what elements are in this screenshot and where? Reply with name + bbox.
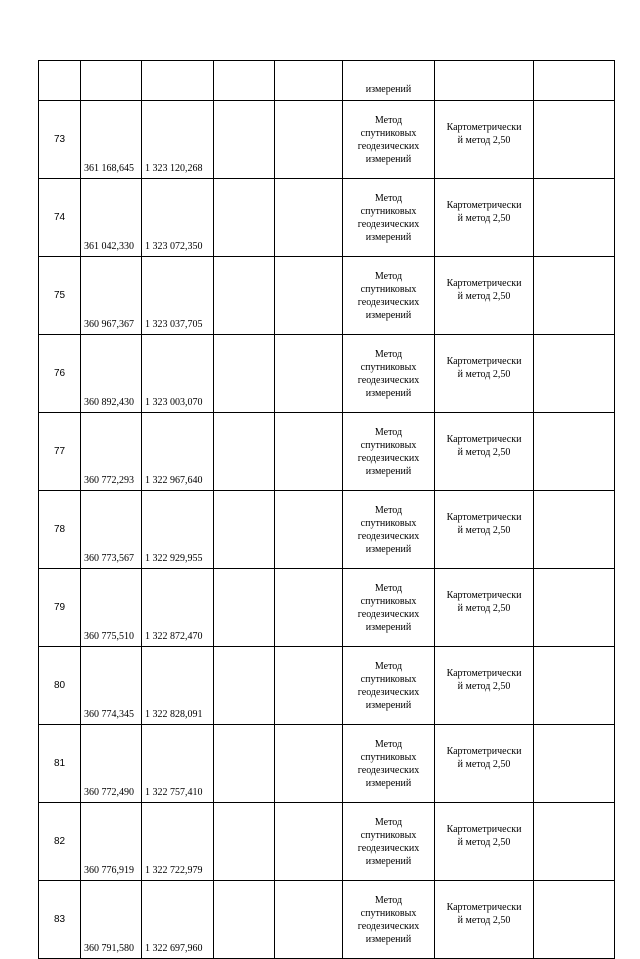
- cell-text-line: измерений: [365, 933, 412, 945]
- cell-text-line: измерений: [365, 699, 412, 711]
- cell-method: [343, 413, 435, 491]
- cell-accuracy: [435, 569, 534, 647]
- cell-num: 75: [39, 257, 81, 335]
- cell-text-line: Картометрически: [446, 199, 522, 211]
- cell-empty: [214, 101, 275, 179]
- table-row: [39, 101, 615, 179]
- cell-empty: [214, 179, 275, 257]
- cell-x: 360 774,345: [81, 647, 142, 725]
- table-row: [39, 335, 615, 413]
- cell-accuracy: [435, 881, 534, 959]
- cell-text-line: геодезических: [357, 452, 420, 464]
- table-row: [39, 725, 615, 803]
- cell-text-line: измерений: [365, 465, 412, 477]
- cell-text-line: спутниковых: [360, 595, 417, 607]
- cell-empty: [275, 725, 343, 803]
- cell-method: [343, 569, 435, 647]
- cell-x: 360 967,367: [81, 257, 142, 335]
- cell-text-line: геодезических: [357, 374, 420, 386]
- cell-accuracy: [435, 803, 534, 881]
- cell-accuracy: [435, 257, 534, 335]
- cell-method: [343, 257, 435, 335]
- cell-text-line: Картометрически: [446, 433, 522, 445]
- cell-text-line: спутниковых: [360, 283, 417, 295]
- cell-text-line: й метод 2,50: [457, 602, 511, 614]
- cell-empty: [534, 179, 615, 257]
- cell-empty: [275, 101, 343, 179]
- cell-method: [343, 725, 435, 803]
- cell-method: [343, 647, 435, 725]
- cell-text-line: спутниковых: [360, 205, 417, 217]
- cell-method: [343, 881, 435, 959]
- cell-text-line: Метод: [374, 660, 403, 672]
- cell-accuracy: [435, 61, 534, 101]
- cell-text-line: й метод 2,50: [457, 134, 511, 146]
- cell-empty: [214, 647, 275, 725]
- table-row: [39, 881, 615, 959]
- table-row: [39, 569, 615, 647]
- cell-y: 1 322 872,470: [142, 569, 214, 647]
- cell-empty: [275, 803, 343, 881]
- cell-accuracy: [435, 101, 534, 179]
- cell-text-line: геодезических: [357, 608, 420, 620]
- cell-x: 360 772,490: [81, 725, 142, 803]
- cell-text-line: спутниковых: [360, 127, 417, 139]
- cell-text-line: геодезических: [357, 686, 420, 698]
- cell-x: 360 892,430: [81, 335, 142, 413]
- cell-empty: [534, 61, 615, 101]
- cell-text-line: Картометрически: [446, 589, 522, 601]
- table-row-continuation: [39, 61, 615, 101]
- cell-empty: [534, 725, 615, 803]
- cell-y: 1 322 828,091: [142, 647, 214, 725]
- cell-x: 360 775,510: [81, 569, 142, 647]
- cell-y: 1 322 967,640: [142, 413, 214, 491]
- cell-num: 81: [39, 725, 81, 803]
- cell-accuracy: [435, 413, 534, 491]
- cell-y: 1 322 697,960: [142, 881, 214, 959]
- cell-empty: [275, 61, 343, 101]
- cell-text-line: Метод: [374, 192, 403, 204]
- cell-text-line: измерений: [365, 153, 412, 165]
- table-row: [39, 257, 615, 335]
- table-row: [39, 413, 615, 491]
- cell-empty: [534, 257, 615, 335]
- cell-y: 1 322 929,955: [142, 491, 214, 569]
- cell-accuracy: [435, 335, 534, 413]
- cell-empty: [275, 335, 343, 413]
- cell-x: 360 772,293: [81, 413, 142, 491]
- table-row: [39, 491, 615, 569]
- cell-text-line: геодезических: [357, 920, 420, 932]
- cell-method: [343, 803, 435, 881]
- cell-text-line: й метод 2,50: [457, 914, 511, 926]
- cell-method: [343, 491, 435, 569]
- cell-text-line: измерений: [365, 387, 412, 399]
- cell-text-line: измерений: [365, 543, 412, 555]
- cell-text-line: геодезических: [357, 842, 420, 854]
- cell-text-line: спутниковых: [360, 517, 417, 529]
- cell-empty: [534, 647, 615, 725]
- cell-text-line: спутниковых: [360, 361, 417, 373]
- cell-text-line: Метод: [374, 504, 403, 516]
- cell-empty: [534, 569, 615, 647]
- cell-text-line: спутниковых: [360, 829, 417, 841]
- cell-method: измерений: [343, 61, 435, 101]
- cell-text-line: геодезических: [357, 530, 420, 542]
- table-row: [39, 647, 615, 725]
- cell-empty: [534, 101, 615, 179]
- cell-y: 1 322 757,410: [142, 725, 214, 803]
- cell-text-line: спутниковых: [360, 439, 417, 451]
- cell-x: [81, 61, 142, 101]
- cell-x: 360 773,567: [81, 491, 142, 569]
- table-row: [39, 803, 615, 881]
- cell-method: [343, 101, 435, 179]
- cell-num: 78: [39, 491, 81, 569]
- cell-y: 1 323 037,705: [142, 257, 214, 335]
- cell-text-line: Метод: [374, 270, 403, 282]
- cell-text-line: спутниковых: [360, 751, 417, 763]
- cell-accuracy: [435, 647, 534, 725]
- cell-y: [142, 61, 214, 101]
- cell-text-line: й метод 2,50: [457, 524, 511, 536]
- cell-text-line: Метод: [374, 348, 403, 360]
- cell-text-line: Метод: [374, 816, 403, 828]
- cell-text-line: Картометрически: [446, 355, 522, 367]
- cell-empty: [214, 413, 275, 491]
- cell-accuracy: [435, 491, 534, 569]
- cell-text-line: Картометрически: [446, 901, 522, 913]
- cell-empty: [214, 803, 275, 881]
- cell-text-line: Картометрически: [446, 667, 522, 679]
- cell-num: 80: [39, 647, 81, 725]
- coordinates-table: [38, 60, 615, 959]
- cell-num: 77: [39, 413, 81, 491]
- cell-text-line: геодезических: [357, 764, 420, 776]
- cell-accuracy: [435, 725, 534, 803]
- cell-empty: [214, 569, 275, 647]
- cell-empty: [534, 335, 615, 413]
- cell-num: 82: [39, 803, 81, 881]
- cell-text-line: измерений: [365, 231, 412, 243]
- cell-num: 83: [39, 881, 81, 959]
- cell-y: 1 322 722,979: [142, 803, 214, 881]
- cell-text-line: геодезических: [357, 218, 420, 230]
- cell-x: 360 776,919: [81, 803, 142, 881]
- cell-text-line: измерений: [365, 855, 412, 867]
- cell-num: 74: [39, 179, 81, 257]
- cell-y: 1 323 072,350: [142, 179, 214, 257]
- cell-text-line: измерений: [365, 309, 412, 321]
- cell-num: 79: [39, 569, 81, 647]
- cell-text-line: Метод: [374, 738, 403, 750]
- cell-text-line: й метод 2,50: [457, 446, 511, 458]
- cell-accuracy: [435, 179, 534, 257]
- cell-num: 76: [39, 335, 81, 413]
- cell-empty: [214, 61, 275, 101]
- cell-empty: [275, 647, 343, 725]
- cell-empty: [214, 257, 275, 335]
- cell-empty: [275, 881, 343, 959]
- cell-empty: [214, 725, 275, 803]
- cell-text-line: й метод 2,50: [457, 836, 511, 848]
- cell-num: [39, 61, 81, 101]
- cell-text-line: геодезических: [357, 296, 420, 308]
- cell-empty: [275, 257, 343, 335]
- cell-text-line: Картометрически: [446, 511, 522, 523]
- cell-text-line: Метод: [374, 426, 403, 438]
- cell-x: 361 042,330: [81, 179, 142, 257]
- cell-y: 1 323 003,070: [142, 335, 214, 413]
- cell-text-line: й метод 2,50: [457, 212, 511, 224]
- cell-text-line: Картометрически: [446, 277, 522, 289]
- cell-text-line: измерений: [365, 621, 412, 633]
- cell-empty: [275, 569, 343, 647]
- cell-empty: [534, 491, 615, 569]
- cell-text-line: й метод 2,50: [457, 758, 511, 770]
- table-row: [39, 179, 615, 257]
- cell-text-line: Метод: [374, 114, 403, 126]
- cell-text-line: спутниковых: [360, 907, 417, 919]
- cell-text-line: геодезических: [357, 140, 420, 152]
- cell-y: 1 323 120,268: [142, 101, 214, 179]
- cell-text-line: Метод: [374, 582, 403, 594]
- cell-empty: [275, 413, 343, 491]
- cell-method: [343, 179, 435, 257]
- cell-text-line: й метод 2,50: [457, 368, 511, 380]
- cell-x: 361 168,645: [81, 101, 142, 179]
- cell-method: [343, 335, 435, 413]
- cell-text-line: спутниковых: [360, 673, 417, 685]
- cell-text-line: Картометрически: [446, 823, 522, 835]
- cell-num: 73: [39, 101, 81, 179]
- cell-x: 360 791,580: [81, 881, 142, 959]
- cell-text-line: измерений: [365, 777, 412, 789]
- cell-empty: [534, 803, 615, 881]
- cell-empty: [214, 491, 275, 569]
- cell-empty: [214, 881, 275, 959]
- cell-text-line: й метод 2,50: [457, 680, 511, 692]
- cell-empty: [534, 881, 615, 959]
- cell-empty: [214, 335, 275, 413]
- cell-text-line: й метод 2,50: [457, 290, 511, 302]
- cell-text-line: Картометрически: [446, 121, 522, 133]
- cell-text-line: Метод: [374, 894, 403, 906]
- cell-empty: [275, 491, 343, 569]
- cell-empty: [275, 179, 343, 257]
- cell-empty: [534, 413, 615, 491]
- cell-text-line: Картометрически: [446, 745, 522, 757]
